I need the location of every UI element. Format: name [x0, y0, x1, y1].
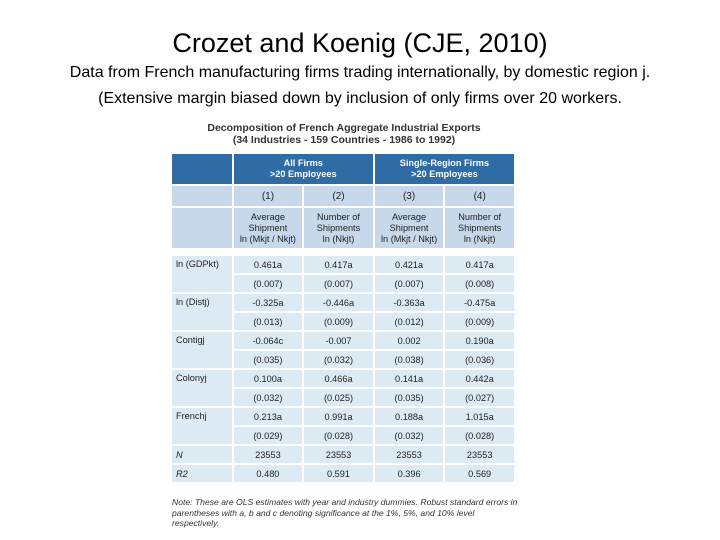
group-header: Single-Region Firms >20 Employees	[375, 154, 514, 184]
std-error-cell: (0.038)	[375, 351, 444, 368]
regression-table	[170, 152, 516, 484]
coefficient-cell: 0.461a	[234, 256, 303, 273]
coefficient-cell: 0.466a	[304, 370, 373, 387]
coefficient-cell: -0.475a	[445, 294, 514, 311]
table-row	[172, 332, 514, 349]
stats-label: N	[172, 446, 232, 463]
separator-cell	[172, 250, 514, 254]
std-error-cell: (0.032)	[375, 427, 444, 444]
coefficient-cell: 0.141a	[375, 370, 444, 387]
table-row	[172, 408, 514, 425]
column-number: (4)	[445, 186, 514, 206]
coefficient-cell: 0.100a	[234, 370, 303, 387]
table-title-line2: (34 Industries - 159 Countries - 1986 to 1992)	[232, 134, 456, 146]
coefficient-cell: 0.417a	[304, 256, 373, 273]
coefficient-cell: 0.190a	[445, 332, 514, 349]
header-blank-cell	[172, 208, 232, 248]
table-row	[172, 370, 514, 387]
table-row	[172, 294, 514, 311]
std-error-cell: (0.028)	[304, 427, 373, 444]
table-row	[172, 256, 514, 273]
column-number: (1)	[234, 186, 303, 206]
std-error-cell: (0.032)	[304, 351, 373, 368]
row-label: Frenchj	[172, 408, 232, 444]
coefficient-cell: -0.064c	[234, 332, 303, 349]
row-label: Colonyj	[172, 370, 232, 406]
stats-label: R2	[172, 465, 232, 482]
coefficient-cell: -0.325a	[234, 294, 303, 311]
column-desc: Number of Shipments ln (Nkjt)	[304, 208, 373, 248]
column-desc: Average Shipment ln (Mkjt / Nkjt)	[375, 208, 444, 248]
group-header: All Firms >20 Employees	[234, 154, 373, 184]
std-error-cell: (0.029)	[234, 427, 303, 444]
stats-cell: 23553	[304, 446, 373, 463]
std-error-cell: (0.007)	[234, 275, 303, 292]
coefficient-cell: 0.213a	[234, 408, 303, 425]
std-error-cell: (0.036)	[445, 351, 514, 368]
coefficient-cell: 0.417a	[445, 256, 514, 273]
stats-cell: 23553	[234, 446, 303, 463]
std-error-cell: (0.007)	[304, 275, 373, 292]
column-desc-row	[172, 208, 514, 248]
stats-cell: 0.591	[304, 465, 373, 482]
std-error-cell: (0.008)	[445, 275, 514, 292]
stats-cell: 23553	[445, 446, 514, 463]
row-label: ln (GDPkt)	[172, 256, 232, 292]
std-error-cell: (0.035)	[375, 389, 444, 406]
stats-row	[172, 446, 514, 463]
std-error-cell: (0.013)	[234, 313, 303, 330]
column-desc: Average Shipment ln (Mkjt / Nkjt)	[234, 208, 303, 248]
header-separator	[172, 250, 514, 254]
group-header-row	[172, 154, 514, 184]
stats-cell: 0.396	[375, 465, 444, 482]
std-error-cell: (0.032)	[234, 389, 303, 406]
stats-cell: 23553	[375, 446, 444, 463]
column-number: (3)	[375, 186, 444, 206]
coefficient-cell: -0.363a	[375, 294, 444, 311]
column-desc: Number of Shipments ln (Nkjt)	[445, 208, 514, 248]
column-number: (2)	[304, 186, 373, 206]
stats-cell: 0.480	[234, 465, 303, 482]
std-error-cell: (0.009)	[304, 313, 373, 330]
coefficient-cell: 0.442a	[445, 370, 514, 387]
std-error-cell: (0.035)	[234, 351, 303, 368]
std-error-cell: (0.009)	[445, 313, 514, 330]
std-error-cell: (0.012)	[375, 313, 444, 330]
coefficient-cell: 0.188a	[375, 408, 444, 425]
std-error-cell: (0.028)	[445, 427, 514, 444]
coefficient-cell: 0.991a	[304, 408, 373, 425]
slide-subtitle-line1: Data from French manufacturing firms trading internationally, by domestic region j.	[69, 64, 651, 81]
stats-row	[172, 465, 514, 482]
coefficient-cell: 1.015a	[445, 408, 514, 425]
std-error-cell: (0.027)	[445, 389, 514, 406]
header-blank-cell	[172, 186, 232, 206]
table-note: Note: These are OLS estimates with year and industry dummies. Robust standard errors in parentheses with a, b and c denoting significance at the 1%, 5%, and 10% level respectively.	[172, 497, 518, 528]
slide-subtitle-line2: (Extensive margin biased down by inclusion of only firms over 20 workers.	[98, 90, 622, 107]
coefficient-cell: 0.421a	[375, 256, 444, 273]
std-error-cell: (0.025)	[304, 389, 373, 406]
header-corner-cell	[172, 154, 232, 184]
stats-cell: 0.569	[445, 465, 514, 482]
coefficient-cell: -0.446a	[304, 294, 373, 311]
coefficient-cell: 0.002	[375, 332, 444, 349]
column-number-row	[172, 186, 514, 206]
std-error-cell: (0.007)	[375, 275, 444, 292]
table-title-line1: Decomposition of French Aggregate Industrial Exports	[207, 122, 481, 134]
coefficient-cell: -0.007	[304, 332, 373, 349]
slide-title: Crozet and Koenig (CJE, 2010)	[172, 28, 548, 58]
row-label: Contigj	[172, 332, 232, 368]
row-label: ln (Distj)	[172, 294, 232, 330]
